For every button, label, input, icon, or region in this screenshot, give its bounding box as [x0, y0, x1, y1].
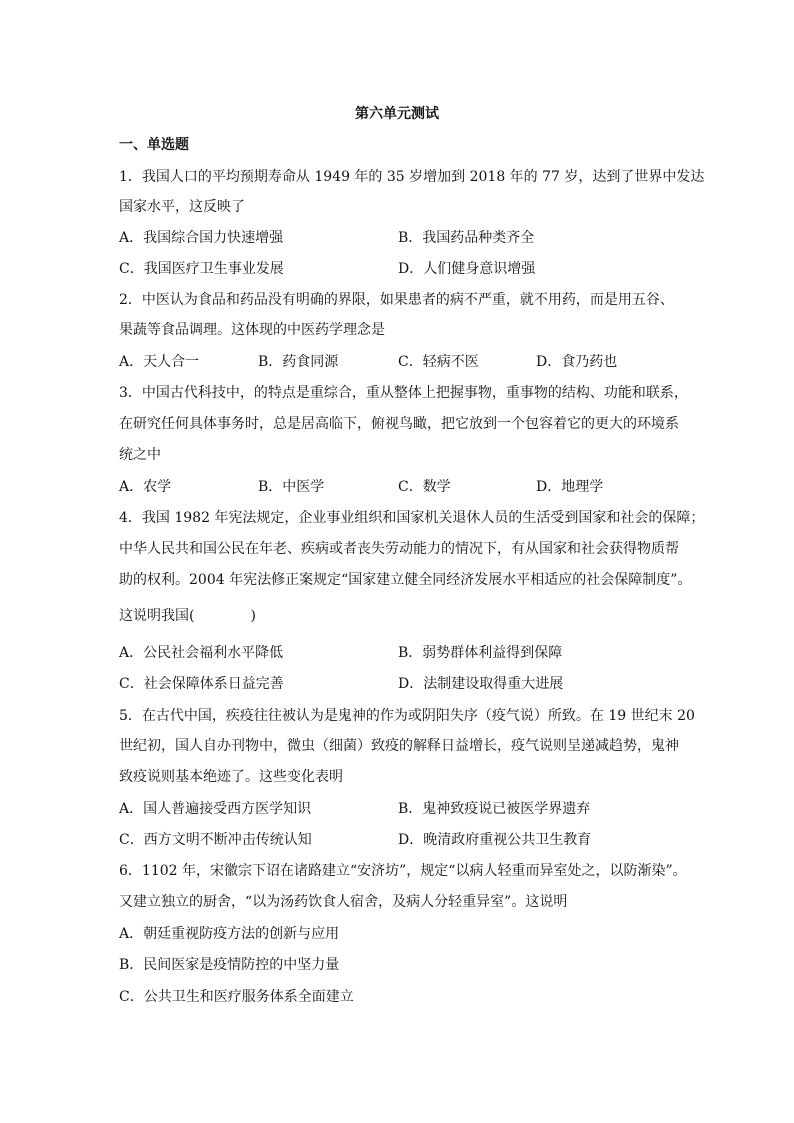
question-2-option-a: A．天人合一: [119, 354, 200, 370]
question-5-line-1: 5．在古代中国，疾疫往往被认为是鬼神的作为或阴阳失序（疫气说）所致。在 19 世纪末 20: [119, 708, 695, 724]
question-2-option-c: C．轻病不医: [398, 354, 479, 370]
question-4-option-c: C．社会保障体系日益完善: [119, 676, 284, 692]
question-5-option-c: C．西方文明不断冲击传统认知: [119, 832, 312, 848]
question-6-line-1: 6．1102 年，宋徽宗下诏在诸路建立“安济坊”，规定“以病人轻重而异室处之，以防渐染”。: [119, 863, 687, 879]
question-3-line-3: 统之中: [119, 447, 161, 463]
question-6-option-b: B．民间医家是疫情防控的中坚力量: [119, 957, 340, 973]
question-1-line-2: 国家水平，这反映了: [119, 199, 245, 215]
question-2-line-1: 2．中医认为食品和药品没有明确的界限，如果患者的病不严重，就不用药，而是用五谷、: [119, 292, 674, 308]
question-5-line-3: 致疫说则基本绝迹了。这些变化表明: [119, 769, 343, 785]
question-1-option-d: D．人们健身意识增强: [398, 261, 536, 277]
question-1-option-a: A．我国综合国力快速增强: [119, 230, 284, 246]
question-3-option-c: C．数学: [398, 479, 451, 495]
question-6-option-a: A．朝廷重视防疫方法的创新与应用: [119, 926, 340, 942]
question-1-option-c: C．我国医疗卫生事业发展: [119, 261, 284, 277]
question-5-option-a: A．国人普遍接受西方医学知识: [119, 801, 312, 817]
question-4-option-a: A．公民社会福利水平降低: [119, 645, 284, 661]
question-5-line-2: 世纪初，国人自办刊物中，微虫（细菌）致疫的解释日益增长，疫气说则呈递减趋势，鬼神: [119, 738, 679, 754]
question-5-option-b: B．鬼神致疫说已被医学界遗弃: [398, 801, 591, 817]
question-4-option-b: B．弱势群体利益得到保障: [398, 645, 563, 661]
section-heading: 一、单选题: [119, 137, 189, 153]
question-4-line-3: 助的权利。2004 年宪法修正案规定“国家建立健全同经济发展水平相适应的社会保障制度”。: [119, 572, 692, 588]
question-6-line-2: 又建立独立的厨舍，“以为汤药饮食人宿舍，及病人分轻重异室”。这说明: [119, 894, 568, 910]
question-3-option-b: B．中医学: [258, 479, 325, 495]
question-4-line-2: 中华人民共和国公民在年老、疾病或者丧失劳动能力的情况下，有从国家和社会获得物质帮: [119, 541, 679, 557]
question-5-option-d: D．晚清政府重视公共卫生教育: [398, 832, 592, 848]
question-1-option-b: B．我国药品种类齐全: [398, 230, 535, 246]
question-1-line-1: 1．我国人口的平均预期寿命从 1949 年的 35 岁增加到 2018 年的 77 岁，达到了世界中发达: [119, 169, 705, 185]
question-4-option-d: D．法制建设取得重大进展: [398, 676, 564, 692]
question-2-option-d: D．食乃药也: [536, 354, 618, 370]
question-2-option-b: B．药食同源: [258, 354, 339, 370]
question-4-line-1: 4．我国 1982 年宪法规定，企业事业组织和国家机关退休人员的生活受到国家和社会的保障；: [119, 510, 705, 526]
question-3-option-a: A．农学: [119, 479, 172, 495]
question-3-line-2: 在研究任何具体事务时，总是居高临下，俯视鸟瞰，把它放到一个包容着它的更大的环境系: [119, 416, 679, 432]
question-4-line-4: 这说明我国( ): [119, 608, 256, 624]
question-3-line-1: 3．中国古代科技中，的特点是重综合，重从整体上把握事物，重事物的结构、功能和联系，: [119, 385, 688, 401]
question-3-option-d: D．地理学: [536, 479, 604, 495]
page-title: 第六单元测试: [355, 106, 439, 122]
question-2-line-2: 果蔬等食品调理。这体现的中医药学理念是: [119, 322, 385, 338]
question-6-option-c: C．公共卫生和医疗服务体系全面建立: [119, 989, 354, 1005]
